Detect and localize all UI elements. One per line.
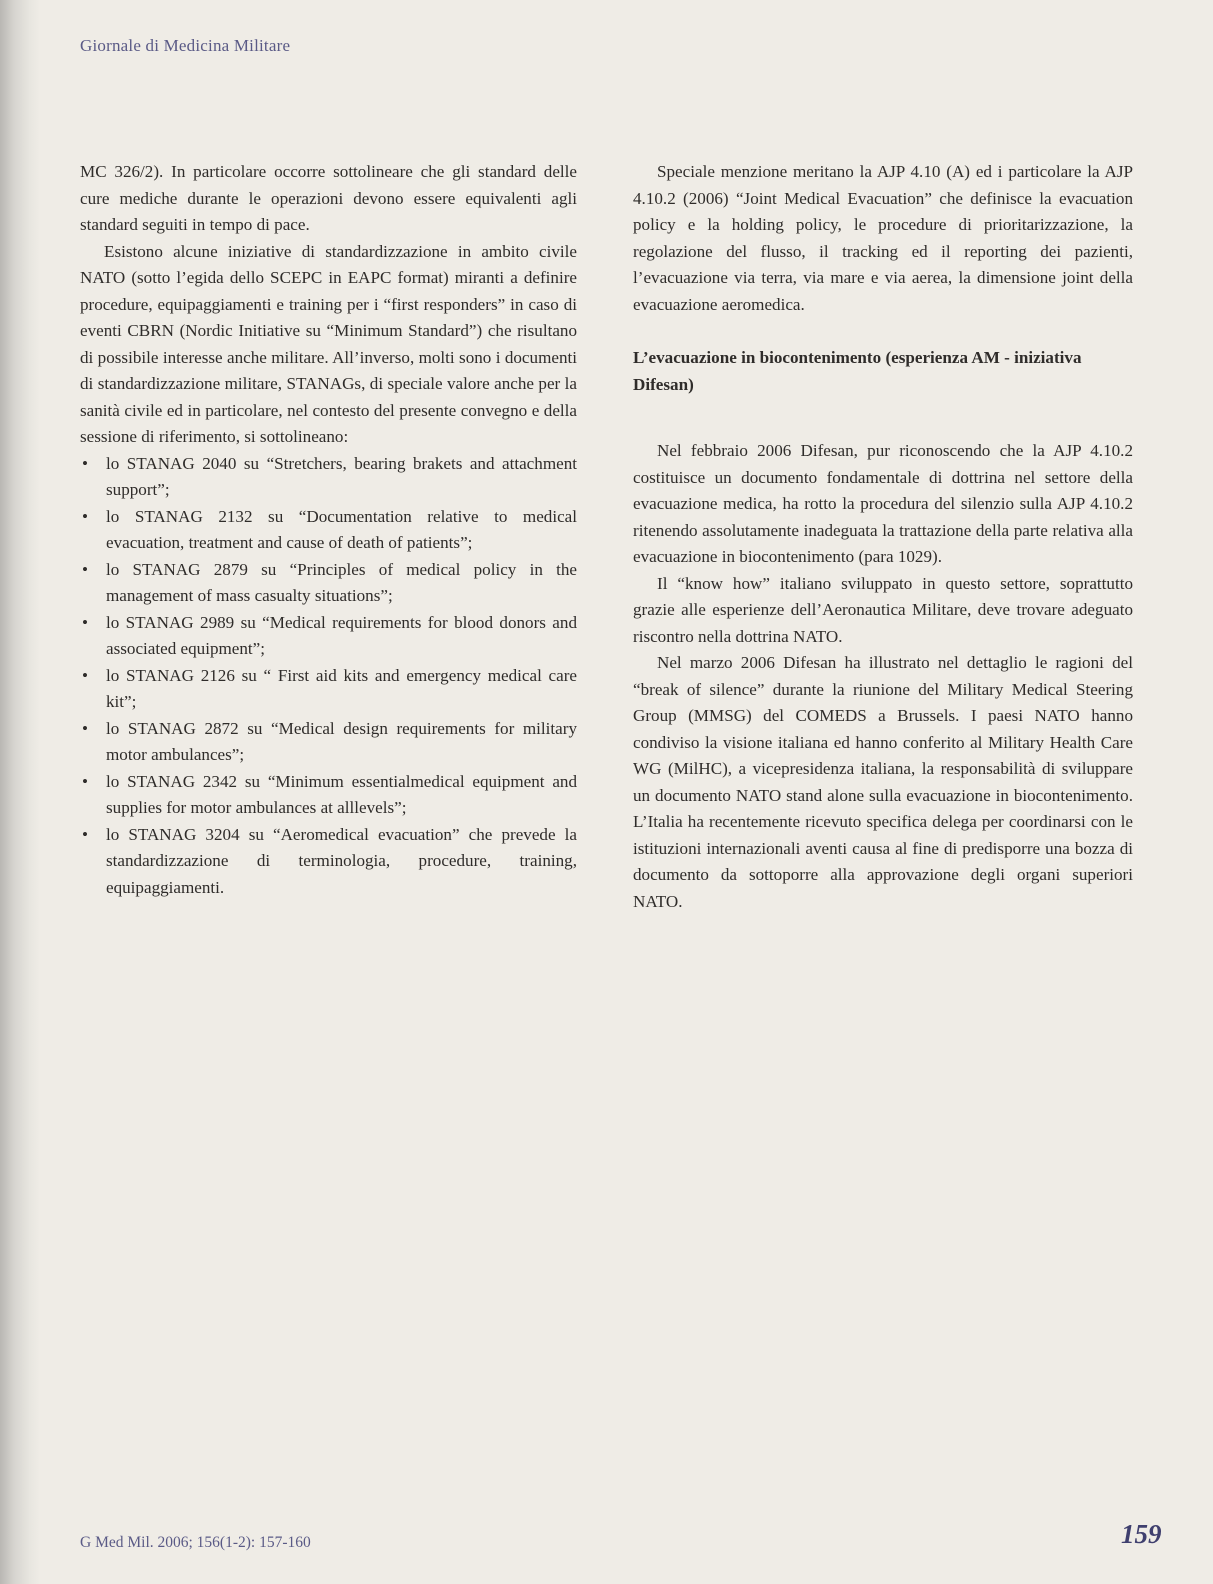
list-item (80, 716, 577, 769)
list-item-text: lo STANAG 2879 su “Principles of medical policy in the management of mass casualty situations”; (106, 559, 577, 605)
list-item (80, 663, 577, 716)
running-head-journal-title: Giornale di Medicina Militare (80, 36, 291, 55)
list-item (80, 451, 577, 504)
list-item-text: lo STANAG 2872 su “Medical design requirements for military motor ambulances”; (106, 718, 577, 764)
right-paragraph-1: Speciale menzione meritano la AJP 4.10 (A) ed i particolare la AJP 4.10.2 (2006) “Joint Medical Evacuation” che definisce la evacuation policy e la holding policy, le procedure di prioritarizzazione, la regolazione del flusso, il tracking ed il reporting dei pazienti, l’evacuazione via terra, via mare e via aerea, la dimensione joint della evacuazione aeromedica. (633, 162, 1133, 314)
list-item-text: lo STANAG 2342 su “Minimum essentialmedical equipment and supplies for motor ambulances at alllevels”; (106, 771, 577, 817)
list-item (80, 610, 577, 663)
footer-citation: G Med Mil. 2006; 156(1-2): 157-160 (80, 1534, 311, 1551)
right-paragraph-3: Il “know how” italiano sviluppato in questo settore, soprattutto grazie alle esperienze dell’Aeronautica Militare, deve trovare adeguato riscontro nella dottrina NATO. (633, 573, 1133, 646)
list-item-text: lo STANAG 2132 su “Documentation relative to medical evacuation, treatment and cause of death of patients”; (106, 506, 577, 552)
stanag-bullet-list (80, 451, 577, 902)
bullet-icon: • (82, 718, 88, 738)
list-item-text: lo STANAG 2126 su “ First aid kits and emergency medical care kit”; (106, 665, 577, 711)
left-paragraph-1: MC 326/2). In particolare occorre sottolineare che gli standard delle cure mediche durante le operazioni devono essere equivalenti agli standard seguiti in tempo di pace. (80, 162, 577, 234)
bullet-icon: • (82, 453, 88, 473)
list-item (80, 822, 577, 902)
bullet-icon: • (82, 559, 88, 579)
list-item (80, 557, 577, 610)
left-paragraph-2: Esistono alcune iniziative di standardizzazione in ambito civile NATO (sotto l’egida dello SCEPC in EAPC format) miranti a definire procedure, equipaggiamenti e training per i “first responders” in caso di eventi CBRN (Nordic Initiative su “Minimum Standard”) che risultano di possibile interesse anche militare. All’inverso, molti sono i documenti di standardizzazione militare, STANAGs, di speciale valore anche per la sanità civile ed in particolare, nel contesto del presente convegno e della sessione di riferimento, si sottolineano: (80, 241, 577, 446)
left-column (80, 159, 577, 901)
bullet-icon: • (82, 771, 88, 791)
list-item (80, 769, 577, 822)
right-paragraph-4: Nel marzo 2006 Difesan ha illustrato nel dettaglio le ragioni del “break of silence” durante la riunione del Military Medical Steering Group (MMSG) del COMEDS a Brussels. I paesi NATO hanno condiviso la visione italiana ed hanno conferito al Military Health Care WG (MilHC), a vicepresidenza italiana, la responsabilità di sviluppare un documento NATO stand alone sulla evacuazione in biocontenimento. L’Italia ha recentemente ricevuto specifica delega per coordinarsi con le istituzioni internazionali aventi causa al fine di predisporre una bozza di documento da sottoporre alla approvazione degli organi superiori NATO. (633, 653, 1133, 911)
list-item-text: lo STANAG 2989 su “Medical requirements for blood donors and associated equipment”; (106, 612, 577, 658)
list-item-text: lo STANAG 3204 su “Aeromedical evacuation” che prevede la standardizzazione di terminologia, procedure, training, equipaggiamenti. (106, 824, 577, 897)
right-paragraph-2: Nel febbraio 2006 Difesan, pur riconoscendo che la AJP 4.10.2 costituisce un documento fondamentale di dottrina nel settore della evacuazione medica, ha rotto la procedura del silenzio sulla AJP 4.10.2 ritenendo assolutamente inadeguata la trattazione della parte relativa alla evacuazione in biocontenimento (para 1029). (633, 441, 1133, 566)
list-item-text: lo STANAG 2040 su “Stretchers, bearing brakets and attachment support”; (106, 453, 577, 499)
page-binding-shadow (0, 0, 40, 1584)
right-column (633, 159, 1133, 915)
list-item (80, 504, 577, 557)
bullet-icon: • (82, 506, 88, 526)
section-heading: L’evacuazione in biocontenimento (esperienza AM - iniziativa Difesan) (633, 348, 1082, 394)
page-number: 159 (1121, 1519, 1162, 1549)
bullet-icon: • (82, 665, 88, 685)
bullet-icon: • (82, 824, 88, 844)
bullet-icon: • (82, 612, 88, 632)
